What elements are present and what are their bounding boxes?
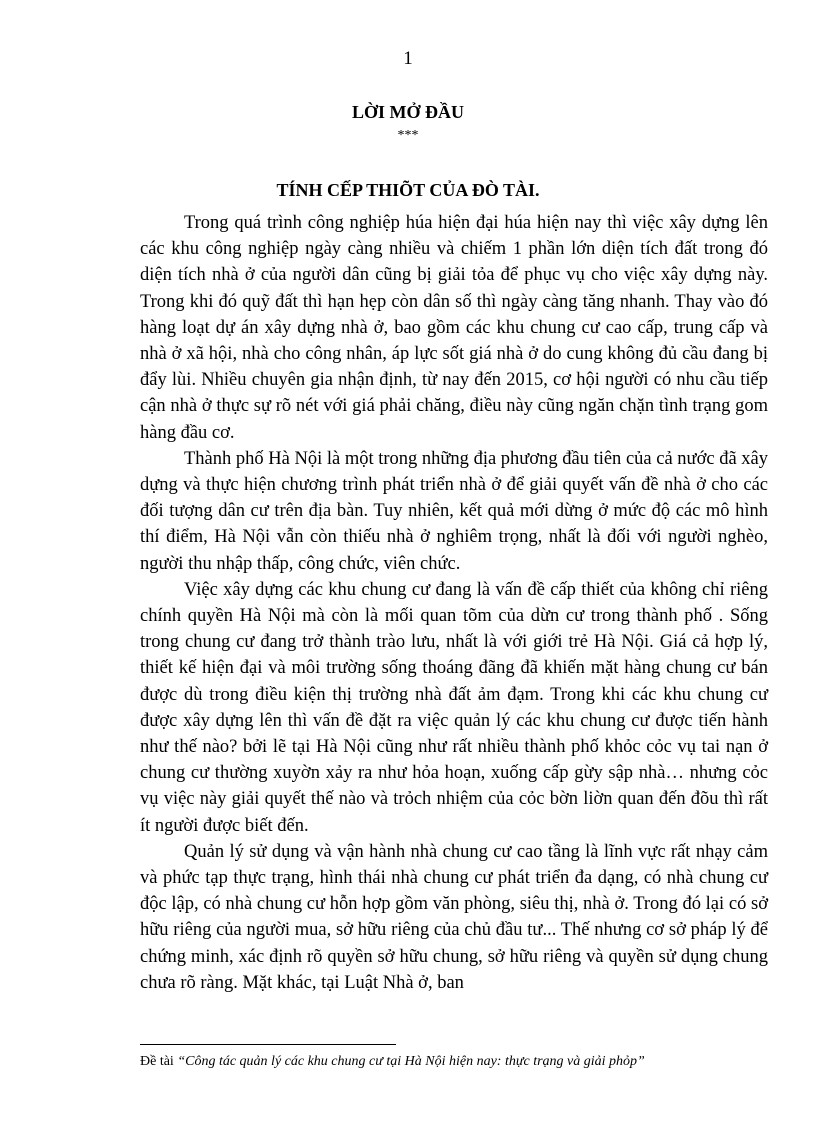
paragraph-2: Thành phố Hà Nội là một trong những địa phương đầu tiên của cả nước đã xây dựng và thực hiện chương trình phát triển nhà ở để giải quyết vấn đề nhà ở cho các đối tượng dân cư trên địa bàn. Tuy nhiên, kết quả mới dừng ở mức độ các mô hình thí điểm, Hà Nội vẫn còn thiếu nhà ở nghiêm trọng, nhất là đối với người nghèo, người thu nhập thấp, công chức, viên chức. — [140, 448, 768, 574]
paragraph-4: Quản lý sử dụng và vận hành nhà chung cư cao tầng là lĩnh vực rất nhạy cảm và phức tạp thực trạng, hình thái nhà chung cư phát triển đa dạng, có nhà chung cư độc lập, có nhà chung cư hỗn hợp gồm văn phòng, siêu thị, nhà ở. Trong đó lại có sở hữu riêng của người mua, sở hữu riêng của chủ đầu tư... Thế nhưng cơ sở pháp lý để chứng minh, xác định rõ quyền sở hữu chung, sở hữu riêng và quyền sử dụng chung chưa rõ ràng. Mặt khác, tại Luật Nhà ở, ban — [140, 841, 768, 993]
body-text — [140, 210, 768, 996]
footer-prefix: Đề tài — [140, 1054, 178, 1069]
page-number: 1 — [403, 48, 413, 69]
paragraph-3: Việc xây dựng các khu chung cư đang là vấn đề cấp thiết của không chỉ riêng chính quyền Hà Nội mà còn là mối quan tõm của dừn cư trong thành phố . Sống trong chung cư đang trở thành trào lưu, nhất là với giới trẻ Hà Nội. Giá cả hợp lý, thiết kế hiện đại và môi trường sống thoáng đãng đã khiến mặt hàng chung cư bán được dù trong điều kiện thị trường nhà đất ảm đạm. Trong khi các khu chung cư được xây dựng lên thì vấn đề đặt ra việc quản lý các khu chung cư được tiến hành như thế nào? bởi lẽ tại Hà Nội cũng như rất nhiều thành phố khỏc cỏc vụ tai nạn ở chung cư thường xuyờn xảy ra như hỏa hoạn, xuống cấp gừy sập nhà… nhưng cỏc vụ việc này giải quyết thế nào và trỏch nhiệm của cỏc bờn liờn quan đến đõu thì rất ít người được biết đến. — [140, 579, 768, 836]
page-title: LỜI MỞ ĐẦU — [352, 102, 464, 122]
footer-divider — [140, 1044, 396, 1045]
page-footer — [140, 1054, 780, 1070]
paragraph-1: Trong quá trình công nghiệp húa hiện đại húa hiện nay thì việc xây dựng lên các khu công nghiệp ngày càng nhiều và chiếm 1 phần lớn diện tích đất trong đó diện tích nhà ở của người dân cũng bị giải tỏa để phục vụ cho việc xây dựng này. Trong khi đó quỹ đất thì hạn hẹp còn dân số thì ngày càng tăng nhanh. Thay vào đó hàng loạt dự án xây dựng nhà ở, bao gồm các khu chung cư cao cấp, trung cấp và nhà ở xã hội, nhà cho công nhân, áp lực sốt giá nhà ở do cung không đủ cầu đang bị đẩy lùi. Nhiều chuyên gia nhận định, từ nay đến 2015, cơ hội người có nhu cầu tiếp cận nhà ở thực sự rõ nét với giá phải chăng, điều này cũng ngăn chặn tình trạng gom hàng đầu cơ. — [140, 213, 768, 443]
footer-topic: “Công tác quản lý các khu chung cư tại Hà Nội hiện nay: thực trạng và giải phỏp” — [177, 1054, 645, 1069]
title-separator: *** — [397, 128, 419, 143]
section-heading: TÍNH CẾP THIÕT CỦA ĐÒ TÀI. — [276, 180, 540, 200]
